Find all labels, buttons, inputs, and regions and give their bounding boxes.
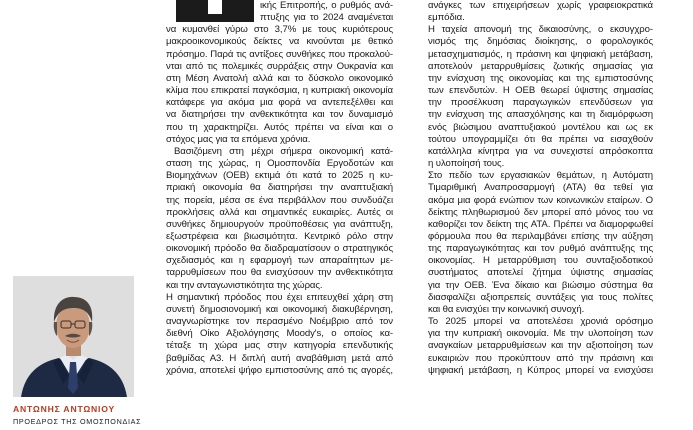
article-line: ευκαιριών που προκύπτουν από την πράσινη και — [428, 352, 653, 364]
article-column-middle — [166, 0, 393, 377]
article-line: οικονομική πρόοδο θα διαδραματίσουν ο στρατηγικός — [166, 243, 393, 255]
article-line: προκλήσεις αλλά και σημαντικές ευκαιρίες. Αυτές οι — [166, 206, 393, 218]
article-column-right — [428, 0, 653, 377]
article-line: διασφαλίζει αξιοπρεπείς συντάξεις για τους πολίτες — [428, 291, 653, 303]
article-line: συστήματος αποτελεί ζήτημα ύψιστης σημασίας — [428, 267, 653, 279]
article-line: συνθήκες δημιουργούν προϋποθέσεις για ανάπτυξη, — [166, 218, 393, 230]
article-line: και θα ενισχύει την κοινωνική συνοχή. — [428, 303, 585, 315]
article-line: ικής Επιτροπής, ο ρυθμός ανά- — [260, 0, 393, 11]
article-line: στόχος μας για τα επόμενα χρόνια. — [166, 133, 311, 145]
article-line: της παραγωγικότητας και τον ρυθμό ανάπτυξης της — [428, 243, 653, 255]
article-line: σχεδιασμός και η εφαρμογή των απαραίτητων με- — [166, 255, 393, 267]
article-line: και την ανταγωνιστικότητα της χώρας. — [166, 279, 323, 291]
article-line: ενός βιώσιμου αναπτυξιακού μοντέλου και ως εκ — [428, 121, 653, 133]
article-line: να διατηρήσει την ανθεκτικότητα και τον δυναμισμό — [166, 109, 393, 121]
article-line: κλίμα που επικρατεί παγκόσμια, η κυπριακή οικονομία — [166, 85, 393, 97]
article-line: πτυξης για το 2024 αναμένεται — [260, 12, 393, 24]
article-line: μακροοικονομικούς δείκτες να κινούνται με θετικό — [166, 36, 393, 48]
article-line: Το 2025 μπορεί να αποτελέσει χρονιά ορόσημο — [428, 316, 653, 328]
article-line: να κυμανθεί γύρω στο 3,7% με τους κυριότερους — [166, 24, 393, 36]
article-line: τέταξε τη χώρα μας στην κατηγορία επενδυτικής — [166, 340, 393, 352]
article-line: για την ΟΕΒ. Ένα δίκαιο και βιώσιμο σύστημα θα — [428, 279, 653, 291]
article-line: ανάγκες των επιχειρήσεων χωρίς γραφειοκρατικά — [428, 0, 653, 11]
article-line: η υλοποίησή τους. — [428, 158, 505, 170]
article-line: αναγνωρίστηκε τον περασμένο Νοέμβριο από τον — [166, 316, 393, 328]
author-portrait-photo — [13, 276, 134, 397]
article-line: δείκτης πληθωρισμού δεν μπορεί από μόνος του να — [428, 206, 653, 218]
article-line: φόρμουλα που θα περιλαμβάνει επίσης την αύξηση — [428, 230, 653, 242]
article-line: πριακή οικονομία θα διατηρήσει την αναπτυξιακή — [166, 182, 393, 194]
article-line: διεθνή Οίκο Αξιολόγησης Moody's, ο οποίος κα- — [166, 328, 393, 340]
article-line: Η ταχεία απονομή της δικαιοσύνης, ο εκσυγχρο- — [428, 24, 653, 36]
article-line: Στο πεδίο των εργασιακών θεμάτων, η Αυτόματη — [428, 170, 653, 182]
article-line: Βιομηχάνων (ΟΕΒ) εκτιμά ότι κατά το 2025 η κυ- — [166, 170, 393, 182]
article-line: οικονομίας. Η μεταρρύθμιση του συνταξιοδοτικού — [428, 255, 653, 267]
article-line: πρόσημο. Παρά τις αντίξοες συνθήκες που προκαλού- — [166, 48, 393, 60]
article-line: νται από τις πολεμικές συρράξεις στην Ουκρανία και — [166, 60, 393, 72]
article-line: των επενδυτών. Η ΟΕΒ θεωρεί ύψιστης σημασίας — [428, 85, 653, 97]
article-line: κατάφερε για ακόμα μια φορά να αντεπεξέλθει και — [166, 97, 393, 109]
article-line: Βασιζόμενη στη μέχρι σήμερα οικονομική κατά- — [174, 145, 393, 157]
article-line: που τη χαρακτηρίζει. Αυτός πρέπει να είναι και ο — [166, 121, 393, 133]
article-line: τούτου υπογραμμίζει ότι θα πρέπει να εισαχθούν — [428, 133, 653, 145]
article-line: σταση της χώρας, η Ομοσπονδία Εργοδοτών και — [166, 158, 393, 170]
article-line: εμπόδια. — [428, 12, 465, 24]
article-line: κατάλληλα κίνητρα για να συνεχιστεί απρόσκοπτα — [428, 145, 653, 157]
author-name: ΑΝΤΩΝΗΣ ΑΝΤΩΝΙΟΥ — [13, 404, 116, 414]
article-line: αναγκαίων μεταρρυθμίσεων και την αξιοποίηση των — [428, 340, 653, 352]
article-line: της πορεία, μέσα σε ένα περιβάλλον που συνδυάζει — [166, 194, 393, 206]
article-line: εξωστρέφεια και βιωσιμότητα. Κεντρικό ρόλο στην — [166, 230, 393, 242]
article-line: καθορίζει τον δείκτη της ΑΤΑ. Πρέπει να διαμορφωθεί — [428, 218, 653, 230]
article-line: ψηφιακή μετάβαση, η Κύπρος μπορεί να ενισχύσει — [428, 364, 653, 376]
article-line: την ενίσχυση της οικονομίας και της εμπιστοσύνης — [428, 72, 653, 84]
article-line: ταρρυθμίσεων που θα ενισχύσουν την ανθεκτικότητα — [166, 267, 393, 279]
article-line: αποτελούν μεταρρυθμίσεις ζωτικής σημασίας για — [428, 60, 653, 72]
article-line: συνετή δημοσιονομική και οικονομική διακυβέρνηση, — [166, 303, 393, 315]
article-line: χρόνια, αποτελεί ψήφο εμπιστοσύνης από τις αγορές, — [166, 364, 393, 376]
author-portrait-illustration — [13, 276, 134, 397]
article-line: Τιμαριθμική Αναπροσαρμογή (ΑΤΑ) θα τεθεί για — [428, 182, 653, 194]
article-line: στη Μέση Ανατολή αλλά και το δύσκολο οικονομικό — [166, 72, 393, 84]
article-line: ακόμα μια φορά ενώπιον των κοινωνικών εταίρων. Ο — [428, 194, 653, 206]
article-line: για την κυπριακή οικονομία. Με την υλοποίηση των — [428, 328, 653, 340]
author-role: ΠΡΟΕΔΡΟΣ ΤΗΣ ΟΜΟΣΠΟΝΔΙΑΣ — [13, 417, 142, 426]
article-line: μετασχηματισμός, η πράσινη και ψηφιακή μετάβαση, — [428, 48, 653, 60]
article-line: την προσέλκυση παραγωγικών επενδύσεων για — [428, 97, 653, 109]
article-line: βαθμίδας Α3. Η διπλή αυτή αναβάθμιση μετά από — [166, 352, 393, 364]
article-line: νισμός της δημόσιας διοίκησης, ο φορολογικός — [428, 36, 653, 48]
article-line: την ενίσχυση της απασχόλησης και τη διαμόρφωση — [428, 109, 653, 121]
article-line: Η σημαντική πρόοδος που έχει επιτευχθεί χάρη στη — [166, 291, 393, 303]
